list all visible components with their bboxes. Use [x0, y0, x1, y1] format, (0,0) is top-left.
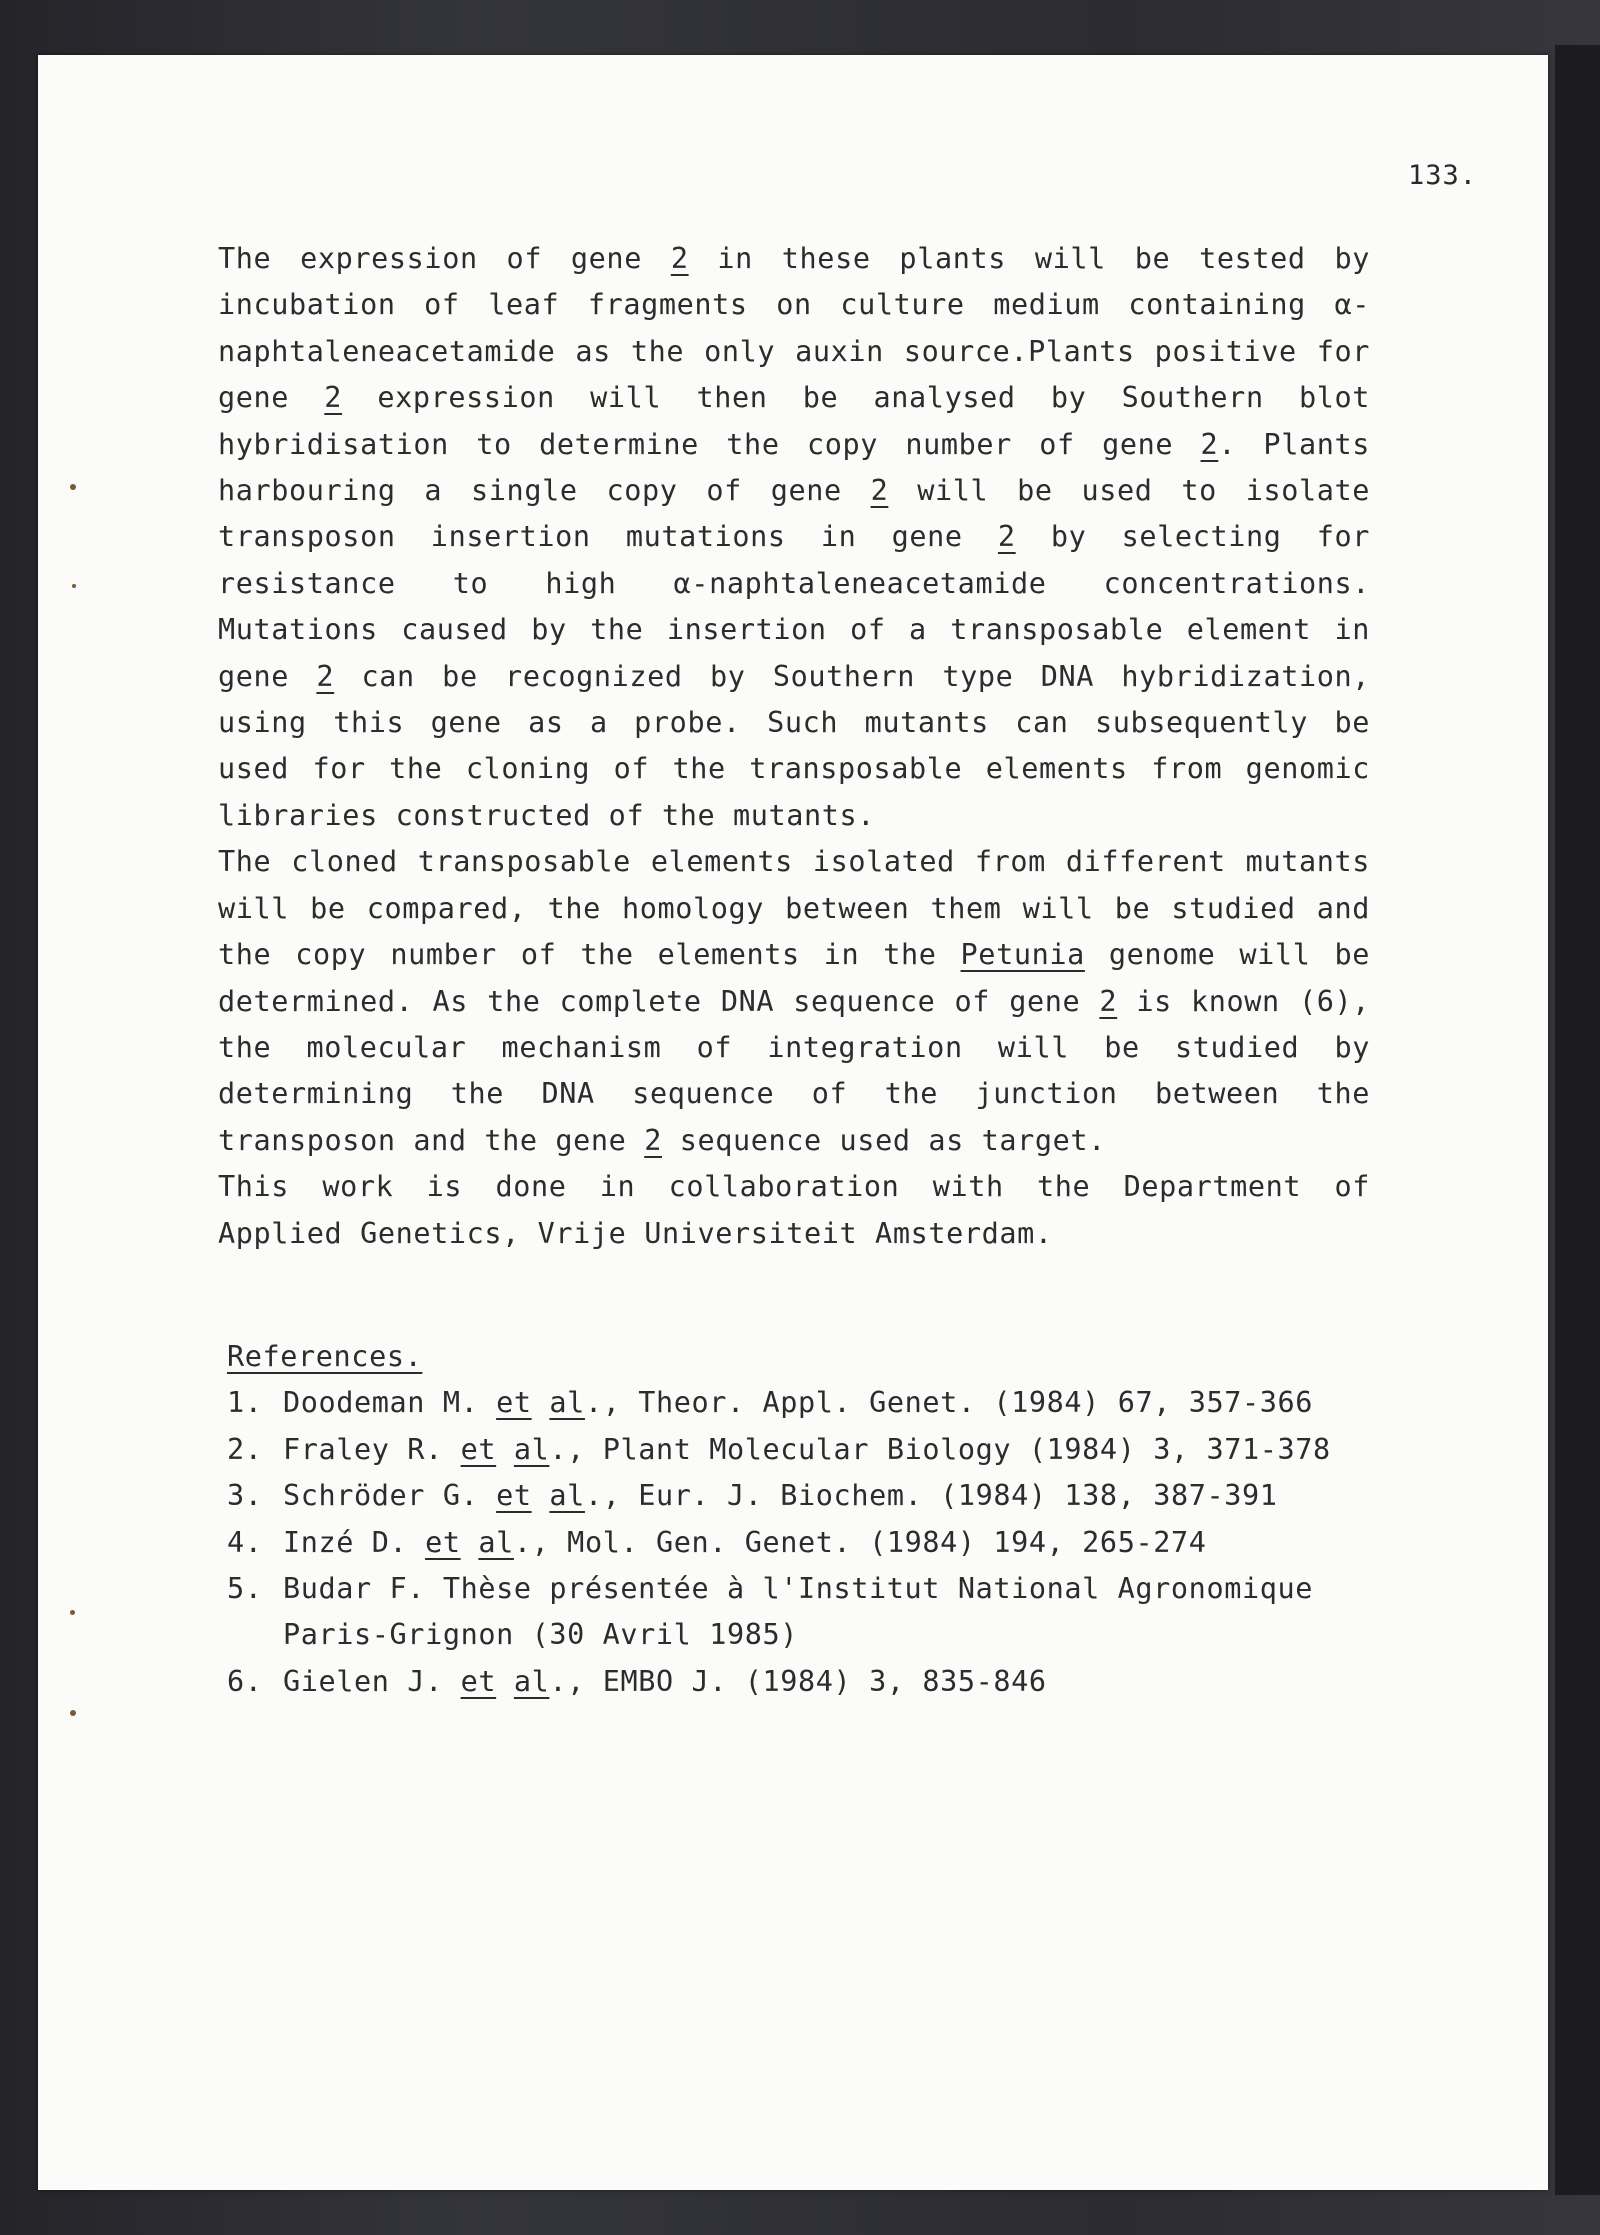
underlined-term: 2	[1200, 427, 1219, 461]
paper-speck	[70, 484, 76, 490]
reference-item	[227, 1427, 1347, 1473]
text-run	[532, 1479, 550, 1512]
text-run	[496, 1665, 514, 1698]
text-run: can be recognized by Southern type DNA hybridization, using this gene as a probe. Such mutants can subsequently be used for the cloning of the transposable elements from genomic libraries constructed of the mutants.	[218, 659, 1370, 832]
paper-speck	[70, 1610, 75, 1615]
reference-number: 6.	[227, 1664, 263, 1698]
reference-item	[227, 1566, 1347, 1659]
text-run: is known (6), the molecular mechanism of integration will be studied by determining the DNA sequence of the junction between the transposon and the gene	[218, 984, 1370, 1157]
text-run: ., Plant Molecular Biology (1984) 3, 371-378	[549, 1432, 1331, 1466]
text-run: Fraley R.	[283, 1432, 461, 1466]
reference-number: 1.	[227, 1386, 263, 1420]
text-run: ., Eur. J. Biochem. (1984) 138, 387-391	[584, 1479, 1278, 1513]
body-text	[218, 236, 1370, 1257]
underlined-term: 2	[997, 520, 1016, 554]
text-run: sequence used as target.	[661, 1123, 1106, 1157]
underlined-term: al	[513, 1432, 550, 1466]
paper-speck	[72, 584, 76, 588]
paragraph	[218, 236, 1370, 839]
references-heading: References.	[227, 1340, 423, 1373]
text-run: Inzé D.	[283, 1525, 426, 1559]
paragraph	[218, 1164, 1370, 1257]
text-run: Schröder G.	[283, 1479, 497, 1513]
text-run	[496, 1433, 514, 1466]
reference-item	[227, 1380, 1347, 1426]
text-run	[532, 1386, 550, 1419]
underlined-term: et	[425, 1525, 461, 1559]
underlined-term: et	[460, 1664, 497, 1698]
text-run: The expression of gene	[218, 242, 671, 275]
reference-item	[227, 1520, 1347, 1566]
text-run: in these plants will be tested by incubation of leaf fragments on culture medium containing α-naphtaleneacetamide as the only auxin source.Plants positive for gene	[218, 242, 1370, 415]
underlined-term: et	[496, 1479, 532, 1513]
references-section	[227, 1334, 1347, 1705]
text-run: expression will then be analysed by Southern blot hybridisation to determine the copy number of gene	[218, 381, 1370, 461]
underlined-term: 2	[316, 659, 335, 693]
paper-speck	[70, 1710, 76, 1716]
text-run: will be used to isolate transposon insertion mutations in gene	[218, 474, 1371, 554]
text-run: ., Theor. Appl. Genet. (1984) 67, 357-366	[584, 1386, 1314, 1420]
underlined-term: al	[478, 1525, 514, 1559]
reference-number: 4.	[227, 1525, 263, 1559]
reference-number: 5.	[227, 1572, 263, 1606]
underlined-term: Petunia	[960, 938, 1085, 972]
underlined-term: al	[513, 1664, 550, 1698]
scanner-edge	[1555, 45, 1600, 2195]
text-run	[461, 1526, 479, 1559]
text-run: The cloned transposable elements isolated from different mutants will be compared, the homology between them will be studied and the copy number of the elements in the	[218, 845, 1370, 972]
reference-list	[227, 1380, 1347, 1705]
page-number: 133.	[1408, 160, 1478, 191]
text-run: by selecting for resistance to high α-naphtaleneacetamide concentrations. Mutations caused by the insertion of a transposable element in gene	[218, 520, 1370, 693]
underlined-term: 2	[324, 381, 343, 415]
text-run: ., EMBO J. (1984) 3, 835-846	[549, 1664, 1047, 1698]
underlined-term: 2	[644, 1123, 662, 1157]
text-run: Budar F. Thèse présentée à l'Institut National Agronomique Paris-Grignon (30 Avril 1985)	[283, 1572, 1313, 1652]
underlined-term: 2	[1099, 984, 1118, 1018]
reference-item	[227, 1473, 1347, 1519]
paragraph	[218, 839, 1370, 1164]
text-run: This work is done in collaboration with the Department of Applied Genetics, Vrije Universiteit Amsterdam.	[218, 1170, 1370, 1250]
text-run: . Plants harbouring a single copy of gene	[218, 427, 1370, 508]
text-run: genome will be determined. As the complete DNA sequence of gene	[218, 938, 1370, 1018]
reference-number: 2.	[227, 1432, 263, 1466]
underlined-term: al	[549, 1386, 585, 1420]
text-run: ., Mol. Gen. Genet. (1984) 194, 265-274	[513, 1525, 1207, 1559]
underlined-term: 2	[870, 474, 889, 508]
underlined-term: et	[460, 1432, 497, 1466]
text-run: Gielen J.	[283, 1664, 461, 1698]
reference-number: 3.	[227, 1479, 263, 1513]
underlined-term: et	[496, 1386, 532, 1420]
text-run: Doodeman M.	[283, 1386, 497, 1420]
reference-item	[227, 1659, 1347, 1705]
underlined-term: 2	[670, 242, 689, 275]
underlined-term: al	[549, 1479, 585, 1513]
